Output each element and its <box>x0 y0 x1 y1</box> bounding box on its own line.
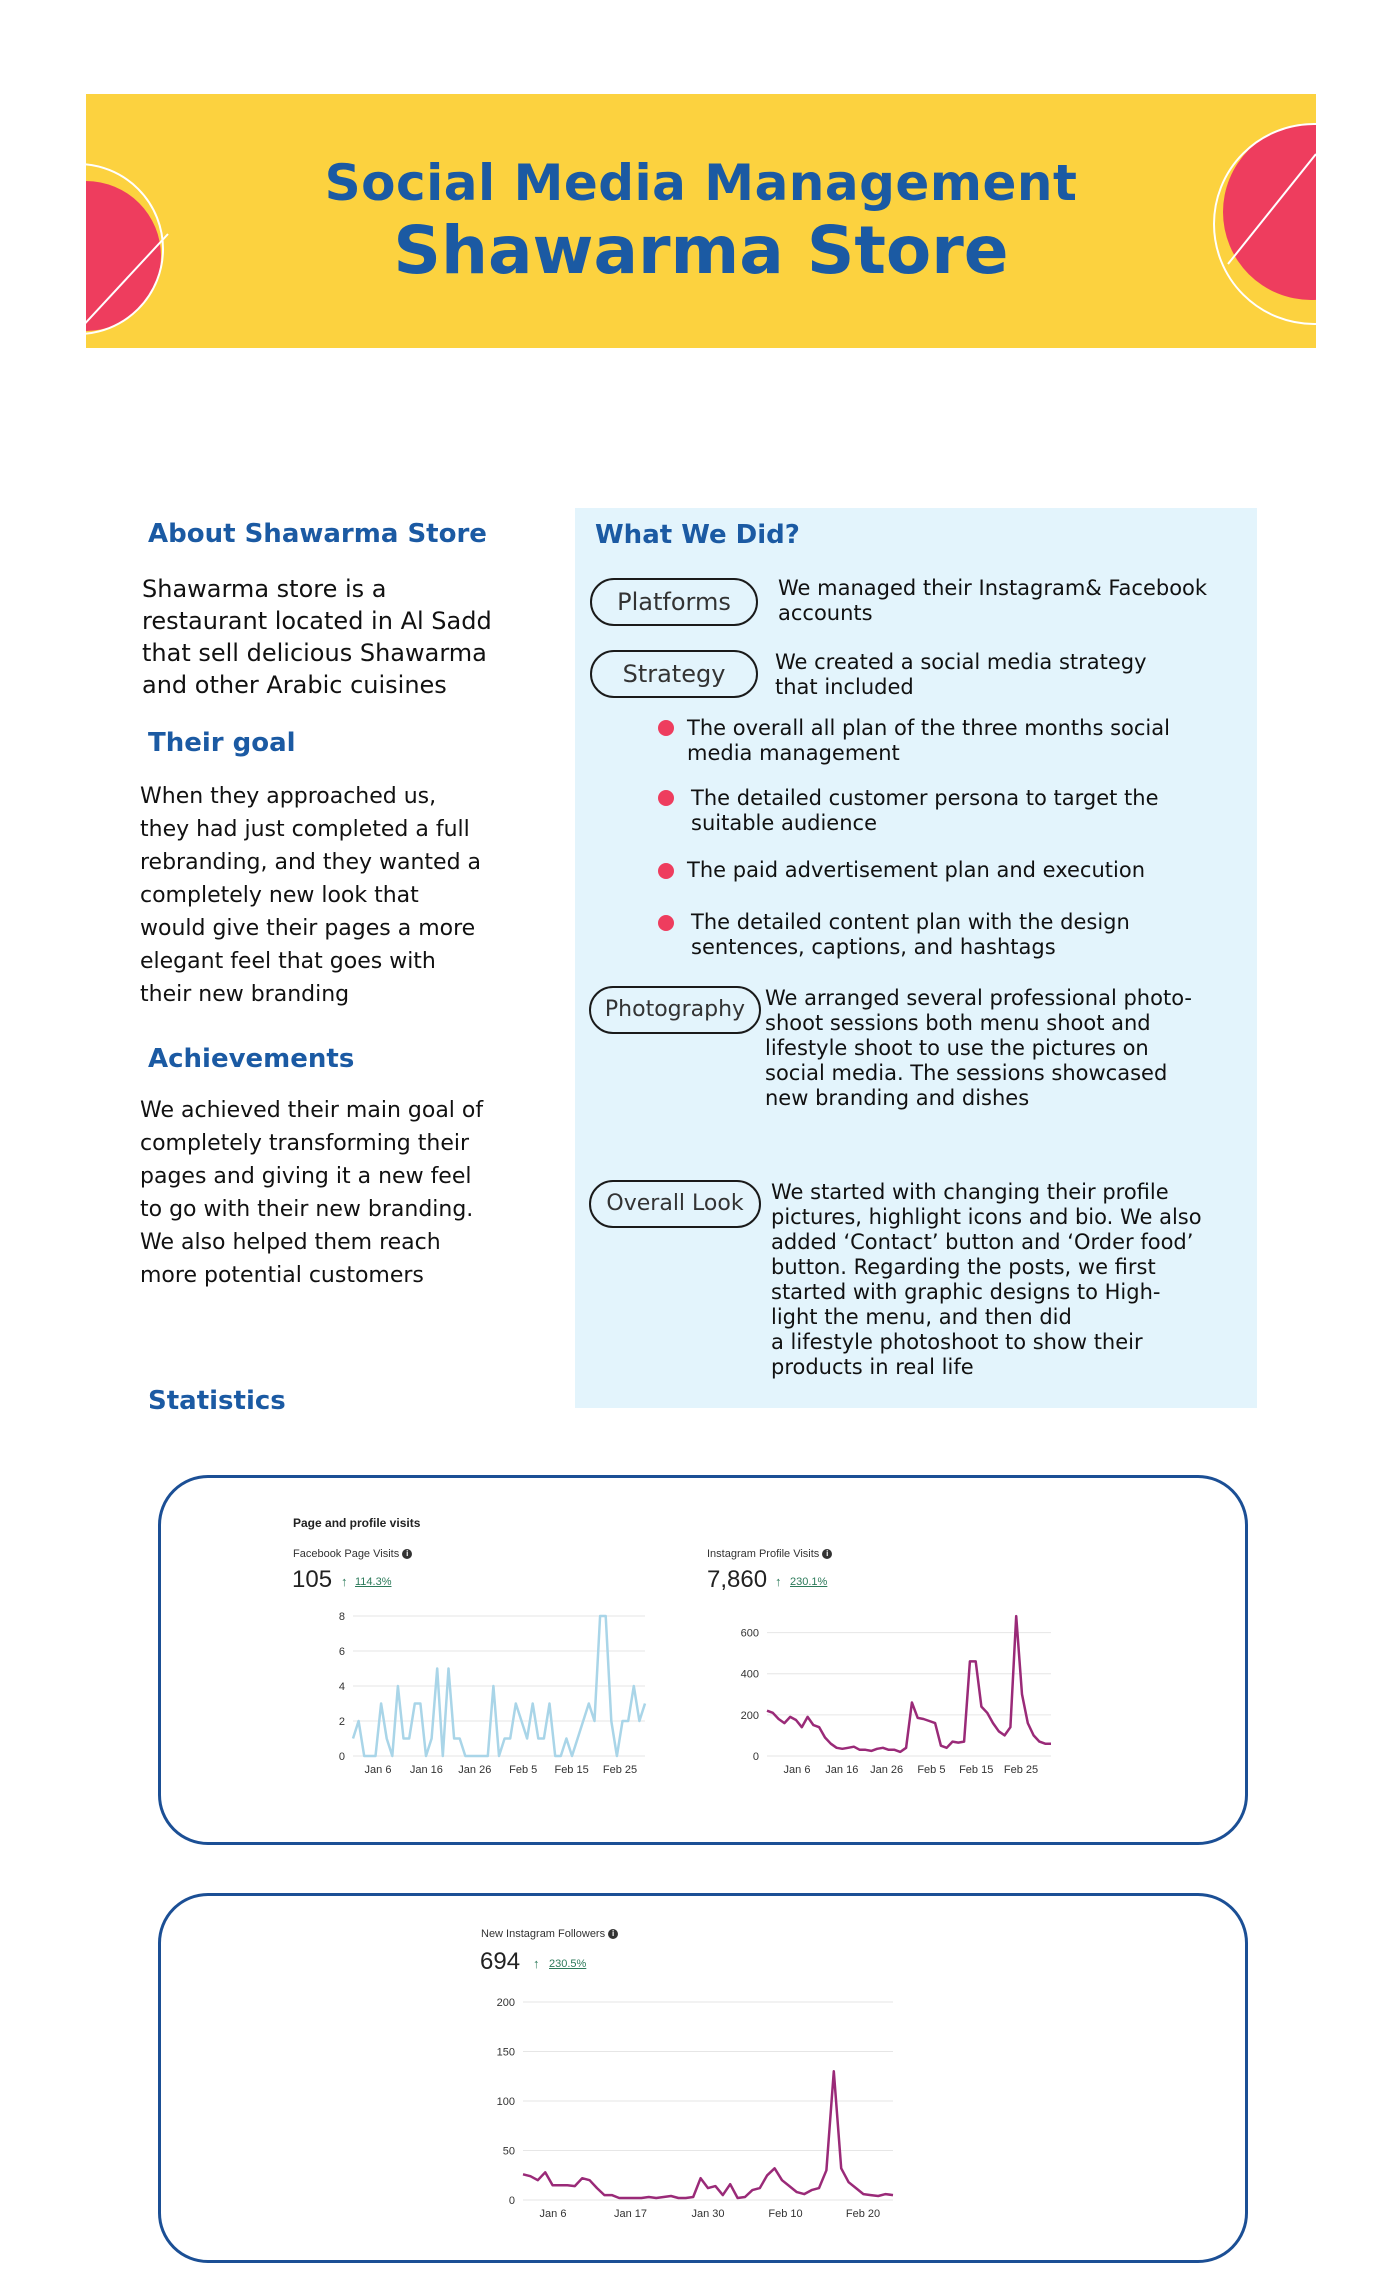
x-tick-label: Feb 20 <box>845 2208 881 2220</box>
about-text: Shawarma store is a restaurant located in Al Sadd that sell delicious Shawarma and other Arabic cuisines <box>142 575 492 699</box>
y-tick-label: 0 <box>508 2195 515 2207</box>
visits-stats-card <box>158 1475 1248 1845</box>
goal-heading: Their goal <box>148 728 296 758</box>
statistics-heading: Statistics <box>148 1386 286 1416</box>
x-tick-label: Jan 16 <box>825 1764 859 1776</box>
x-tick-label: Feb 15 <box>959 1764 994 1776</box>
strategy-text: We created a social media strategy that included <box>775 650 1147 699</box>
x-tick-label: Jan 17 <box>613 2208 648 2220</box>
strategy-pill: Strategy <box>590 650 758 698</box>
photography-text: We arranged several professional photo- shoot sessions both menu shoot and lifestyle shoot to use the pictures on social media. The sessions showcased new branding and dishes <box>765 986 1193 1110</box>
y-tick-label: 200 <box>496 1997 515 2009</box>
fb-chart-title: Facebook Page Visits i <box>293 1548 412 1560</box>
y-tick-label: 4 <box>338 1681 345 1693</box>
followers-chart-title: New Instagram Followers i <box>481 1928 618 1940</box>
instagram-visits-chart <box>717 1606 1057 1782</box>
banner-subtitle: Shawarma Store <box>393 212 1009 289</box>
x-tick-label: Jan 6 <box>783 1764 811 1776</box>
series-line <box>767 1616 1051 1752</box>
achievements-heading: Achievements <box>148 1044 355 1074</box>
info-icon: i <box>402 1549 412 1559</box>
x-tick-label: Jan 26 <box>870 1764 904 1776</box>
y-tick-label: 400 <box>740 1668 759 1681</box>
ig-change: 230.1% <box>790 1576 828 1588</box>
bullet-dot <box>658 790 674 806</box>
x-tick-label: Jan 6 <box>364 1764 392 1776</box>
up-arrow-icon: ↑ <box>775 1574 782 1589</box>
y-tick-label: 2 <box>338 1716 345 1728</box>
x-tick-label: Feb 10 <box>768 2208 803 2220</box>
strategy-bullet-1: The overall all plan of the three months social media management <box>687 716 1170 765</box>
bullet-dot <box>658 915 674 931</box>
followers-stats-card <box>158 1893 1248 2263</box>
x-tick-label: Jan 30 <box>691 2208 725 2220</box>
up-arrow-icon: ↑ <box>533 1956 540 1971</box>
x-tick-label: Jan 16 <box>409 1764 443 1776</box>
goal-text: When they approached us, they had just completed a full rebranding, and they wanted a completely new look that would give their pages a more elegant feel that goes with their new branding <box>140 784 482 1007</box>
followers-chart <box>481 1994 901 2230</box>
platforms-text: We managed their Instagram& Facebook accounts <box>778 576 1208 625</box>
strategy-bullet-4: The detailed content plan with the design sentences, captions, and hashtags <box>691 910 1130 959</box>
x-tick-label: Jan 6 <box>539 2208 567 2220</box>
fb-change: 114.3% <box>355 1576 392 1588</box>
y-tick-label: 6 <box>338 1646 345 1658</box>
header-banner <box>86 94 1316 348</box>
up-arrow-icon: ↑ <box>341 1574 348 1589</box>
followers-change: 230.5% <box>549 1958 587 1970</box>
followers-total: 694 <box>480 1948 521 1975</box>
facebook-visits-chart <box>311 1606 651 1782</box>
bullet-dot <box>658 720 674 736</box>
x-tick-label: Feb 15 <box>554 1764 589 1776</box>
series-line <box>523 2071 893 2198</box>
y-tick-label: 200 <box>740 1709 759 1722</box>
achievements-text: We achieved their main goal of completely transforming their pages and giving it a new feel to go with their new branding. We also helped them reach more potential customers <box>140 1098 484 1288</box>
strategy-bullet-3: The paid advertisement plan and execution <box>687 858 1146 882</box>
y-tick-label: 150 <box>496 2046 515 2059</box>
visits-section-title: Page and profile visits <box>293 1516 421 1530</box>
about-heading: About Shawarma Store <box>148 519 487 549</box>
x-tick-label: Feb 25 <box>602 1764 638 1776</box>
what-we-did-panel <box>575 508 1257 1408</box>
info-icon: i <box>822 1549 832 1559</box>
x-tick-label: Feb 5 <box>509 1764 538 1776</box>
y-tick-label: 100 <box>496 2096 515 2108</box>
photography-pill: Photography <box>589 986 761 1034</box>
y-tick-label: 0 <box>752 1751 759 1763</box>
platforms-pill: Platforms <box>590 578 758 626</box>
x-tick-label: Jan 26 <box>458 1764 492 1776</box>
y-tick-label: 8 <box>338 1611 345 1623</box>
y-tick-label: 50 <box>502 2145 515 2158</box>
overall-look-text: We started with changing their profile pictures, highlight icons and bio. We also added ‘Contact’ button and ‘Order food’ button. Regarding the posts, we first started with graphic designs to High- light the menu, and then did a lifestyle photoshoot to show their products in real life <box>771 1180 1202 1379</box>
what-we-did-heading: What We Did? <box>595 520 800 550</box>
info-icon: i <box>608 1929 618 1939</box>
overall-look-pill: Overall Look <box>589 1180 761 1228</box>
banner-title: Social Media Management <box>324 154 1078 212</box>
ig-total: 7,860 <box>707 1566 768 1593</box>
x-tick-label: Feb 25 <box>1003 1764 1039 1776</box>
bullet-dot <box>658 863 674 879</box>
y-tick-label: 600 <box>740 1627 759 1640</box>
y-tick-label: 0 <box>338 1751 345 1763</box>
fb-total: 105 <box>292 1566 333 1593</box>
strategy-bullet-2: The detailed customer persona to target the suitable audience <box>691 786 1159 835</box>
ig-chart-title: Instagram Profile Visits i <box>707 1548 832 1560</box>
x-tick-label: Feb 5 <box>917 1764 946 1776</box>
